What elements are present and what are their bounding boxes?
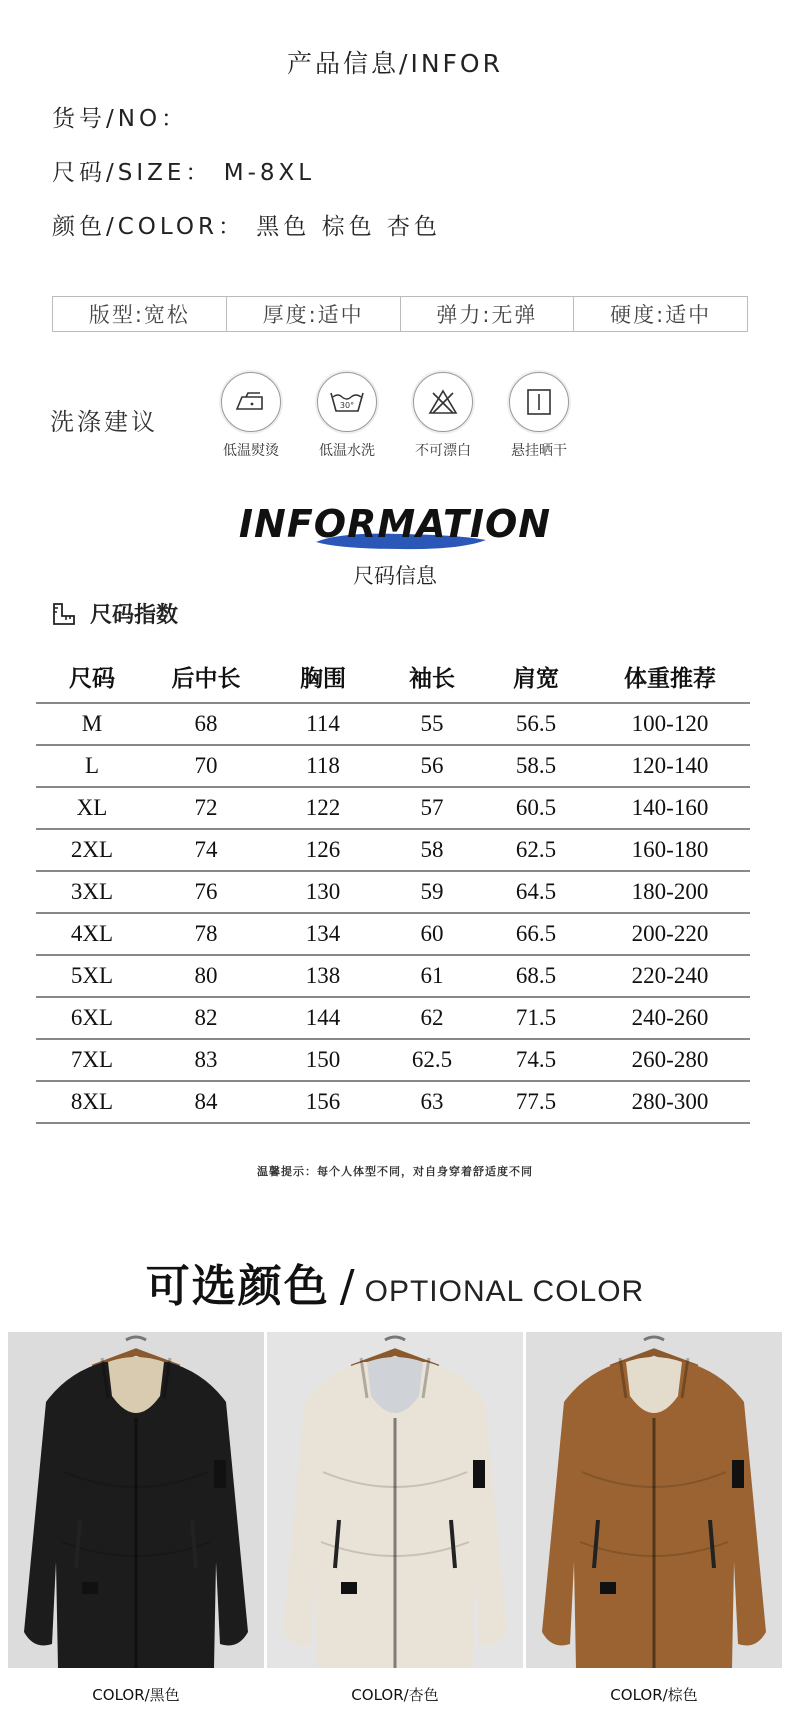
wash-label-water: 低温水洗 bbox=[319, 443, 375, 459]
column-header: 胸围 bbox=[300, 665, 346, 692]
table-cell: 5XL bbox=[70, 963, 114, 988]
table-cell: 66.5 bbox=[515, 921, 557, 946]
table-cell: 70 bbox=[194, 753, 218, 778]
table-row bbox=[36, 788, 750, 830]
size-chart-heading bbox=[52, 598, 178, 629]
table-cell: 60.5 bbox=[515, 795, 557, 820]
size-chart-heading-text: 尺码指数 bbox=[90, 603, 179, 628]
wash-temp-label: 30° bbox=[339, 401, 355, 410]
caption-black: COLOR/黑色 bbox=[92, 1686, 180, 1704]
section-title: 产品信息/INFOR bbox=[287, 49, 503, 78]
table-cell: XL bbox=[76, 795, 108, 820]
table-cell: 76 bbox=[194, 879, 218, 904]
table-cell: 80 bbox=[194, 963, 218, 988]
table-cell: 68 bbox=[194, 711, 218, 736]
table-cell: 56 bbox=[420, 753, 444, 778]
table-cell: 61 bbox=[420, 963, 444, 988]
table-cell: 140-160 bbox=[631, 795, 709, 820]
wash-label-iron: 低温熨烫 bbox=[223, 443, 279, 459]
wash-label-dry: 悬挂晒干 bbox=[511, 443, 567, 459]
wash-item-dry bbox=[494, 372, 584, 460]
table-cell: 62.5 bbox=[411, 1047, 453, 1072]
table-cell: 144 bbox=[305, 1005, 341, 1030]
table-cell: 4XL bbox=[70, 921, 114, 946]
table-cell: 68.5 bbox=[515, 963, 557, 988]
table-cell: 71.5 bbox=[515, 1005, 557, 1030]
size-table bbox=[36, 650, 750, 1124]
table-cell: 126 bbox=[305, 837, 341, 862]
table-cell: L bbox=[84, 753, 100, 778]
attr-elasticity: 弹力:无弹 bbox=[401, 297, 575, 331]
no-bleach-icon bbox=[413, 372, 473, 432]
jacket-photo-black bbox=[8, 1332, 264, 1668]
table-cell: M bbox=[81, 711, 103, 736]
wash-item-bleach bbox=[398, 372, 488, 460]
table-cell: 62 bbox=[420, 1005, 444, 1030]
ruler-icon bbox=[52, 602, 76, 626]
table-cell: 58.5 bbox=[515, 753, 557, 778]
table-cell: 74.5 bbox=[515, 1047, 557, 1072]
information-title: INFORMATION bbox=[238, 502, 552, 546]
table-cell: 56.5 bbox=[515, 711, 557, 736]
table-cell: 100-120 bbox=[631, 711, 709, 736]
table-cell: 200-220 bbox=[631, 921, 709, 946]
attr-fit: 版型:宽松 bbox=[53, 297, 227, 331]
title-slash: / bbox=[339, 1261, 355, 1312]
table-cell: 160-180 bbox=[631, 837, 709, 862]
table-cell: 84 bbox=[194, 1089, 218, 1114]
table-cell: 180-200 bbox=[631, 879, 709, 904]
table-cell: 59 bbox=[420, 879, 444, 904]
table-row bbox=[36, 914, 750, 956]
column-header: 体重推荐 bbox=[624, 665, 716, 692]
optional-color-title bbox=[0, 1250, 790, 1314]
size-tip: 温馨提示：每个人体型不同，对自身穿着舒适度不同 bbox=[257, 1165, 533, 1178]
information-subtitle: 尺码信息 bbox=[353, 564, 437, 588]
table-cell: 114 bbox=[306, 711, 340, 736]
attr-hardness: 硬度:适中 bbox=[610, 303, 712, 327]
table-header-row bbox=[36, 650, 750, 704]
size-range: 尺码/SIZE： M-8XL bbox=[52, 160, 316, 186]
attribute-table bbox=[52, 296, 748, 332]
table-cell: 2XL bbox=[70, 837, 114, 862]
table-cell: 64.5 bbox=[515, 879, 557, 904]
optional-color-title-cn: 可选颜色 bbox=[145, 1261, 330, 1312]
hang-dry-icon bbox=[509, 372, 569, 432]
table-cell: 55 bbox=[420, 711, 444, 736]
table-cell: 150 bbox=[305, 1047, 341, 1072]
table-cell: 63 bbox=[420, 1089, 444, 1114]
table-cell: 120-140 bbox=[631, 753, 709, 778]
column-header: 后中长 bbox=[171, 665, 241, 692]
table-row bbox=[36, 746, 750, 788]
table-cell: 138 bbox=[305, 963, 341, 988]
table-cell: 74 bbox=[194, 837, 218, 862]
jacket-photo-apricot bbox=[267, 1332, 523, 1668]
table-row bbox=[36, 998, 750, 1040]
table-cell: 72 bbox=[194, 795, 218, 820]
table-cell: 77.5 bbox=[515, 1089, 557, 1114]
item-number: 货号/NO： bbox=[52, 106, 189, 132]
column-header: 袖长 bbox=[409, 665, 455, 692]
table-cell: 82 bbox=[194, 1005, 218, 1030]
color-options: 颜色/COLOR： 黑色 棕色 杏色 bbox=[52, 214, 441, 240]
optional-color-title-en: OPTIONAL COLOR bbox=[364, 1275, 645, 1308]
iron-low-icon bbox=[221, 372, 281, 432]
table-row bbox=[36, 1082, 750, 1124]
table-cell: 57 bbox=[420, 795, 444, 820]
table-cell: 62.5 bbox=[515, 837, 557, 862]
jacket-photo-brown bbox=[526, 1332, 782, 1668]
table-row bbox=[36, 1040, 750, 1082]
column-header: 肩宽 bbox=[513, 665, 559, 692]
wash-label-bleach: 不可漂白 bbox=[415, 443, 471, 459]
attr-thickness: 厚度:适中 bbox=[227, 297, 401, 331]
table-cell: 260-280 bbox=[631, 1047, 709, 1072]
table-cell: 60 bbox=[420, 921, 444, 946]
table-cell: 8XL bbox=[70, 1089, 114, 1114]
caption-brown: COLOR/棕色 bbox=[610, 1686, 698, 1704]
table-cell: 220-240 bbox=[631, 963, 709, 988]
table-row bbox=[36, 872, 750, 914]
table-cell: 122 bbox=[305, 795, 341, 820]
washing-label: 洗涤建议 bbox=[50, 408, 158, 436]
table-cell: 240-260 bbox=[631, 1005, 709, 1030]
table-row bbox=[36, 704, 750, 746]
table-cell: 130 bbox=[305, 879, 341, 904]
caption-apricot: COLOR/杏色 bbox=[351, 1686, 439, 1704]
wash-30-icon bbox=[317, 372, 377, 432]
wash-item-iron bbox=[206, 372, 296, 460]
wash-item-water bbox=[302, 372, 392, 460]
table-cell: 156 bbox=[305, 1089, 341, 1114]
table-row bbox=[36, 956, 750, 998]
table-cell: 134 bbox=[305, 921, 341, 946]
table-cell: 58 bbox=[420, 837, 444, 862]
column-header: 尺码 bbox=[69, 665, 115, 692]
table-cell: 280-300 bbox=[631, 1089, 709, 1114]
table-cell: 3XL bbox=[70, 879, 114, 904]
table-cell: 6XL bbox=[70, 1005, 114, 1030]
table-cell: 78 bbox=[194, 921, 218, 946]
table-cell: 7XL bbox=[70, 1047, 114, 1072]
table-cell: 118 bbox=[306, 753, 340, 778]
table-row bbox=[36, 830, 750, 872]
table-cell: 83 bbox=[194, 1047, 218, 1072]
